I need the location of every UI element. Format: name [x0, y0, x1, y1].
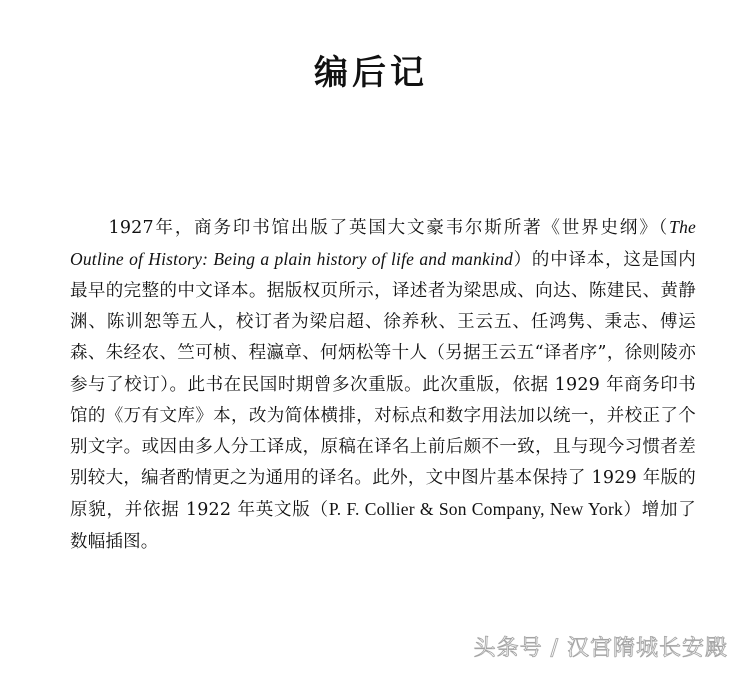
publisher-name: P. F. Collier & Son Company, New York — [328, 499, 623, 520]
english-book-title: The Outline of History: Being a plain history of life and mankind — [70, 216, 696, 269]
afterword-text-segment: ）的中译本，这是国内最早的完整的中文译本。据版权页所示，译述者为梁思成、向达、陈建民、黄静渊、陈训恕等五人，校订者为梁启超、徐养秋、王云五、任鸿隽、秉志、傅运森、朱经农、竺可桢、程瀛章、何炳松等十人（另据王云五“译者序”，徐则陵亦参与了校订）。此书在民国时期曾多次重版。此次重版，依据 1929 年商务印书馆的《万有文库》本，改为简体横排，对标点和数字用法加以统一，并校正了个别文字。或因由多人分工译成，原稿在译名上前后颇不一致，且与现今习惯者差别较大，编者酌情更之为通用的译名。此外，文中图片基本保持了 1929 年版的原貌，并依据 1922 年英文版（ — [70, 249, 696, 521]
afterword-paragraph — [70, 212, 696, 558]
afterword-text-segment: 1927年，商务印书馆出版了英国大文豪韦尔斯所著《世界史纲》（ — [108, 217, 670, 238]
watermark: 头条号 / 汉宫隋城长安殿 — [473, 636, 728, 661]
afterword-text-segment: ）增加了数幅插图。 — [70, 500, 696, 552]
page-title: 编后记 — [314, 52, 428, 93]
